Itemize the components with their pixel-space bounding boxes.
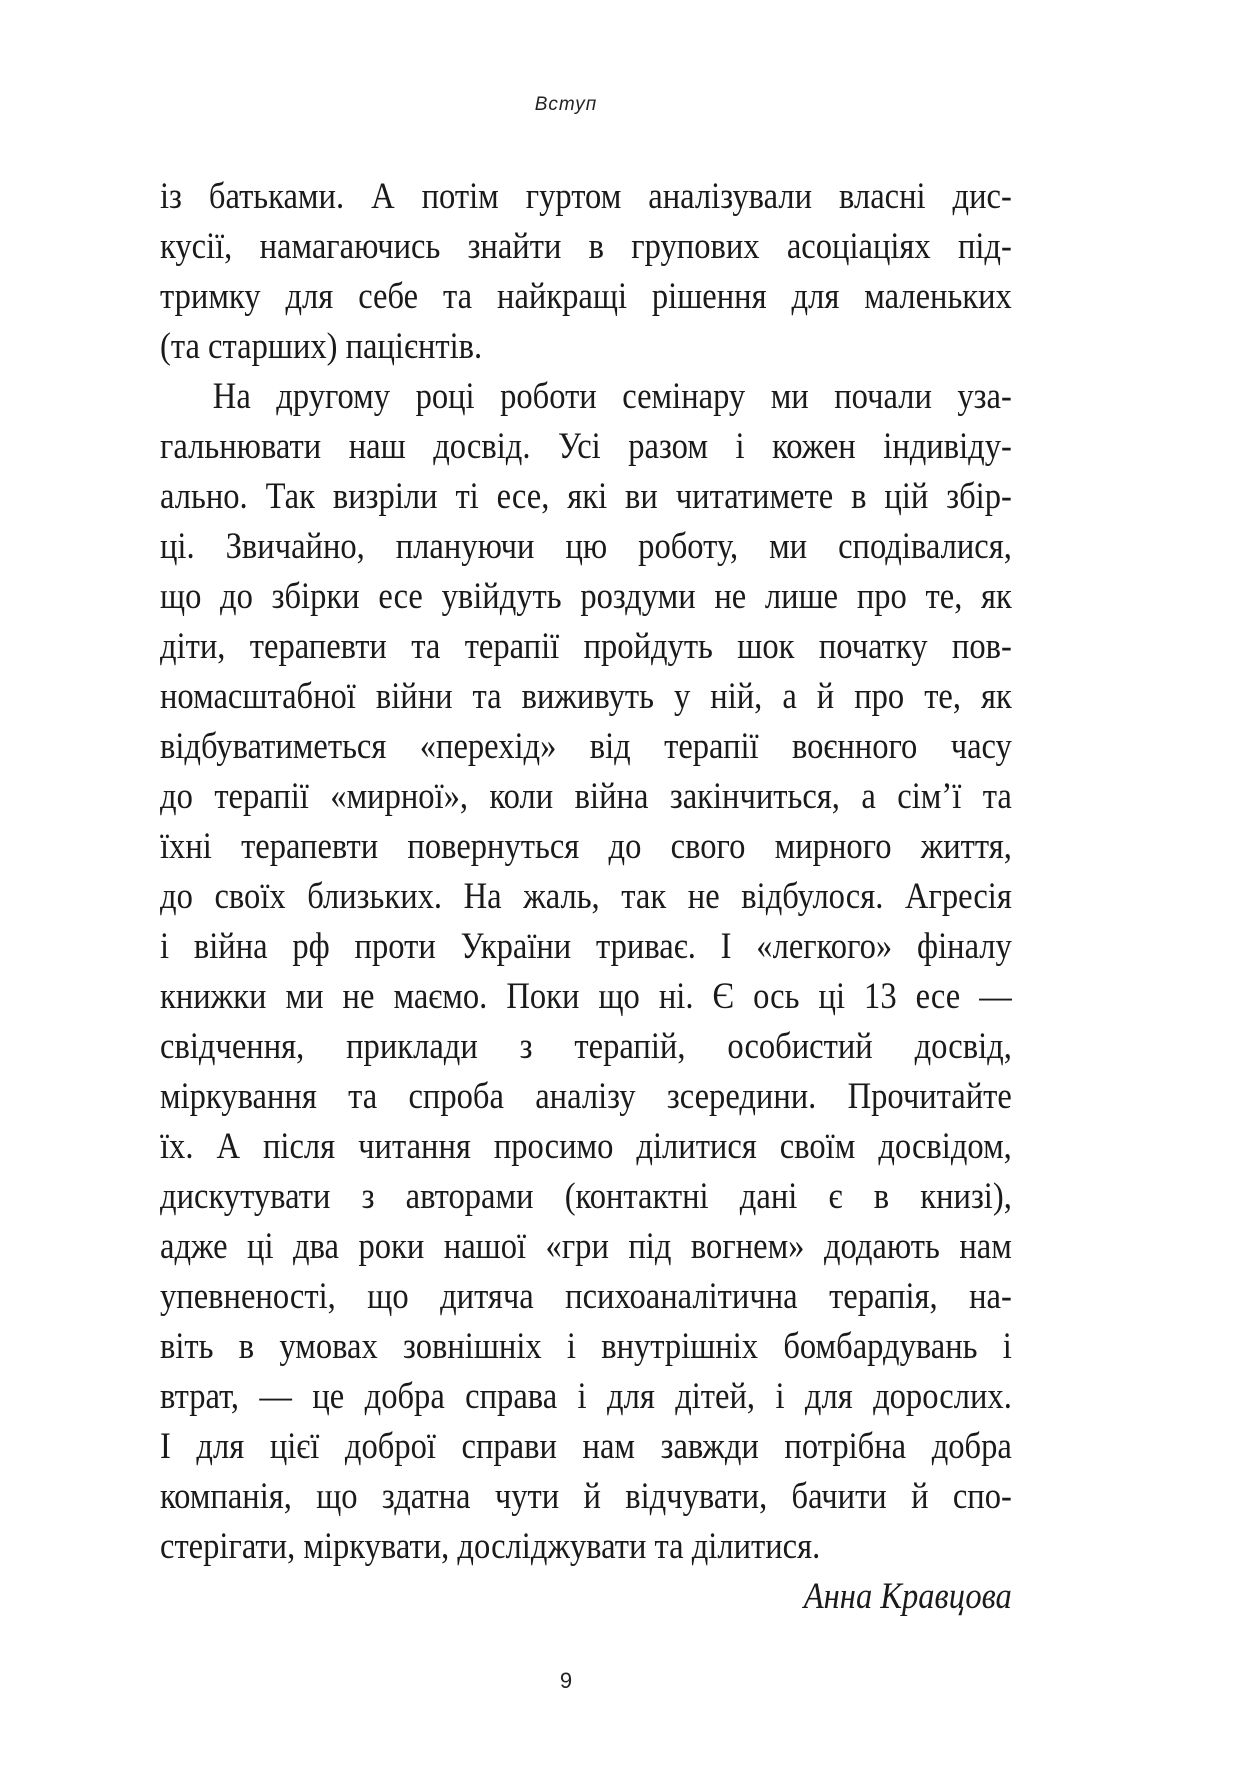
text-line: кусії, намагаючись знайти в групових асоціаціях під- — [160, 226, 1012, 267]
text-line: свідчення, приклади з терапій, особистий досвід, — [160, 1026, 1012, 1067]
text-line: книжки ми не маємо. Поки що ні. Є ось ці 13 есе — — [160, 976, 1012, 1017]
paragraph-2 — [160, 372, 1012, 1572]
text-line: до терапії «мирної», коли війна закінчиться, а сім’ї та — [160, 776, 1012, 817]
author-signature: Анна Кравцова — [803, 1576, 1012, 1617]
text-line: адже ці два роки нашої «гри під вогнем» додають нам — [160, 1226, 1012, 1267]
text-line: дискутувати з авторами (контактні дані є в книзі), — [160, 1176, 1012, 1217]
text-line: (та старших) пацієнтів. — [160, 326, 483, 367]
text-line: із батьками. А потім гуртом аналізували власні дис- — [160, 176, 1012, 217]
text-line: упевненості, що дитяча психоаналітична терапія, на- — [160, 1276, 1012, 1317]
text-line: до своїх близьких. На жаль, так не відбулося. Агресія — [160, 876, 1012, 917]
body-text — [160, 172, 1012, 1622]
page-number: 9 — [559, 1668, 573, 1693]
text-line: їх. А після читання просимо ділитися своїм досвідом, — [160, 1126, 1012, 1167]
text-line: віть в умовах зовнішніх і внутрішніх бомбардувань і — [160, 1326, 1012, 1367]
text-line: На другому році роботи семінару ми почали уза- — [212, 376, 1012, 417]
text-line: ально. Так визріли ті есе, які ви читатимете в цій збір- — [160, 476, 1012, 517]
text-line: їхні терапевти повернуться до свого мирного життя, — [160, 826, 1012, 867]
text-line: стерігати, міркувати, досліджувати та ділитися. — [160, 1526, 821, 1567]
text-line: діти, терапевти та терапії пройдуть шок початку пов- — [160, 626, 1012, 667]
text-line: що до збірки есе увійдуть роздуми не лише про те, як — [160, 576, 1012, 617]
text-line: І для цієї доброї справи нам завжди потрібна добра — [160, 1426, 1012, 1467]
running-head: Вступ — [534, 94, 598, 115]
text-line: міркування та спроба аналізу зсередини. Прочитайте — [160, 1076, 1012, 1117]
text-line: гальнювати наш досвід. Усі разом і кожен індивіду- — [160, 426, 1012, 467]
text-line: компанія, що здатна чути й відчувати, бачити й спо- — [160, 1476, 1012, 1517]
text-line: втрат, — це добра справа і для дітей, і для дорослих. — [160, 1376, 1012, 1417]
text-line: відбуватиметься «перехід» від терапії воєнного часу — [160, 726, 1012, 767]
text-line: ці. Звичайно, плануючи цю роботу, ми сподівалися, — [160, 526, 1012, 567]
text-line: тримку для себе та найкращі рішення для маленьких — [160, 276, 1012, 317]
text-line: і війна рф проти України триває. І «легкого» фіналу — [160, 926, 1012, 967]
paragraph-1 — [160, 172, 1012, 372]
text-line: номасштабної війни та виживуть у ній, а й про те, як — [160, 676, 1012, 717]
